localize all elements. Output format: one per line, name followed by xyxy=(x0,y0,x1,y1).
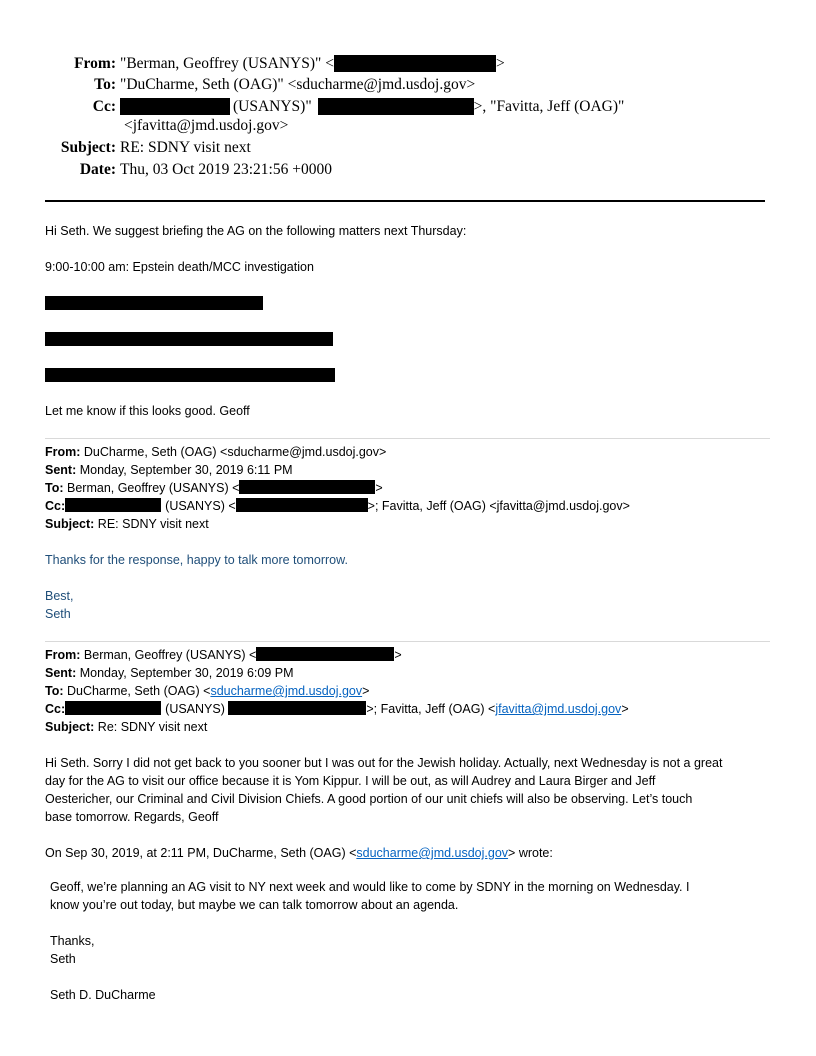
msg3-cc-row xyxy=(45,700,629,718)
msg4-sign-name: Seth xyxy=(50,952,76,966)
msg1-greeting: Hi Seth. We suggest briefing the AG on the following matters next Thursday: xyxy=(45,224,467,238)
msg2-cc-label: Cc: xyxy=(45,499,66,513)
redaction-box xyxy=(120,98,230,115)
header-to-value: "DuCharme, Seth (OAG)" <sducharme@jmd.usdoj.gov> xyxy=(120,76,476,93)
header-cc-row xyxy=(0,96,624,117)
msg3-to-close: > xyxy=(362,684,370,698)
redaction-box xyxy=(65,701,161,715)
msg3-to-label: To: xyxy=(45,684,64,698)
msg3-to-value: DuCharme, Seth (OAG) < xyxy=(67,684,211,698)
msg3-body-line: Oestericher, our Criminal and Civil Division Chiefs. A good portion of our unit chiefs will also be observing. Let’s touch xyxy=(45,792,693,806)
msg3-subject-label: Subject: xyxy=(45,720,95,734)
msg4-body-line: know you’re out today, but maybe we can talk tomorrow about an agenda. xyxy=(50,898,459,912)
redaction-box xyxy=(45,296,263,310)
quote-attribution-text: On Sep 30, 2019, at 2:11 PM, DuCharme, Seth (OAG) < xyxy=(45,846,357,860)
msg3-cc-label: Cc: xyxy=(45,702,66,716)
msg2-sent-value: Monday, September 30, 2019 6:11 PM xyxy=(79,463,293,477)
header-date-label: Date: xyxy=(79,161,116,178)
redaction-box xyxy=(256,647,394,661)
msg3-subject-row xyxy=(45,718,207,736)
msg2-from-label: From: xyxy=(45,445,81,459)
quote-attribution-end: > wrote: xyxy=(508,846,553,860)
redaction-box xyxy=(45,332,333,346)
msg2-from-value: DuCharme, Seth (OAG) <sducharme@jmd.usdoj.gov> xyxy=(83,445,387,459)
msg2-cc-row xyxy=(45,497,630,515)
redaction-box xyxy=(65,498,161,512)
msg2-sent-row xyxy=(45,461,293,479)
redaction-box xyxy=(318,98,474,115)
header-divider xyxy=(45,200,765,202)
msg3-body-line: day for the AG to visit our office because it is Yom Kippur. I will be out, as will Audrey and Laura Birger and Jeff xyxy=(45,774,656,788)
msg2-sign-best: Best, xyxy=(45,589,74,603)
msg2-subject-row xyxy=(45,515,209,533)
redaction-box xyxy=(228,701,366,715)
header-subject-label: Subject: xyxy=(60,139,116,156)
msg4-sign-thanks: Thanks, xyxy=(50,934,95,948)
header-cc-line2: <jfavitta@jmd.usdoj.gov> xyxy=(124,117,289,134)
msg3-cc-close: > xyxy=(621,702,629,716)
redaction-box xyxy=(334,55,496,72)
header-to-row xyxy=(0,74,475,95)
header-from-close: > xyxy=(495,55,505,72)
header-cc-label: Cc: xyxy=(92,98,116,115)
msg3-from-label: From: xyxy=(45,648,81,662)
msg3-sent-value: Monday, September 30, 2019 6:09 PM xyxy=(79,666,294,680)
msg3-cc-mid: (USANYS) xyxy=(165,702,225,716)
msg2-subject-label: Subject: xyxy=(45,517,95,531)
msg1-closing: Let me know if this looks good. Geoff xyxy=(45,404,250,418)
msg2-to-label: To: xyxy=(45,481,64,495)
header-from-value: "Berman, Geoffrey (USANYS)" < xyxy=(120,55,334,72)
msg3-from-row xyxy=(45,646,402,664)
header-cc-mid: (USANYS)" xyxy=(233,98,312,115)
msg2-cc-post: >; Favitta, Jeff (OAG) <jfavitta@jmd.usdoj.gov> xyxy=(367,499,630,513)
header-date-value: Thu, 03 Oct 2019 23:21:56 +0000 xyxy=(120,161,332,178)
msg2-from-row xyxy=(45,443,386,461)
msg3-sent-row xyxy=(45,664,294,682)
email-link[interactable]: sducharme@jmd.usdoj.gov xyxy=(356,846,509,860)
msg3-from-close: > xyxy=(394,648,402,662)
msg3-body-line: base tomorrow. Regards, Geoff xyxy=(45,810,219,824)
msg3-from-value: Berman, Geoffrey (USANYS) < xyxy=(83,648,257,662)
msg3-subject-value: Re: SDNY visit next xyxy=(97,720,208,734)
msg1-agenda-item: 9:00-10:00 am: Epstein death/MCC investigation xyxy=(45,260,314,274)
msg3-cc-pre2: >; Favitta, Jeff (OAG) < xyxy=(366,702,496,716)
msg2-body: Thanks for the response, happy to talk more tomorrow. xyxy=(45,553,348,567)
message-separator xyxy=(45,438,770,439)
email-link[interactable]: jfavitta@jmd.usdoj.gov xyxy=(495,702,622,716)
msg2-sign-name: Seth xyxy=(45,607,71,621)
header-subject-row xyxy=(0,137,251,158)
msg4-body-line: Geoff, we’re planning an AG visit to NY next week and would like to come by SDNY in the morning on Wednesday. I xyxy=(50,880,690,894)
msg2-to-value: Berman, Geoffrey (USANYS) < xyxy=(67,481,240,495)
msg2-subject-value: RE: SDNY visit next xyxy=(97,517,209,531)
header-subject-value: RE: SDNY visit next xyxy=(120,139,251,156)
msg3-body-line: Hi Seth. Sorry I did not get back to you sooner but I was out for the Jewish holiday. Actually, next Wednesday is not a great xyxy=(45,756,723,770)
msg3-to-row xyxy=(45,682,369,700)
redaction-box xyxy=(45,368,335,382)
header-from-row xyxy=(0,53,505,74)
msg2-to-row xyxy=(45,479,383,497)
header-date-row xyxy=(0,159,332,180)
msg2-cc-mid: (USANYS) < xyxy=(165,499,236,513)
quote-attribution xyxy=(45,844,553,862)
email-link[interactable]: sducharme@jmd.usdoj.gov xyxy=(210,684,363,698)
msg2-to-close: > xyxy=(375,481,383,495)
header-from-label: From: xyxy=(74,55,116,72)
msg4-signature: Seth D. DuCharme xyxy=(50,988,156,1002)
redaction-box xyxy=(236,498,368,512)
message-separator xyxy=(45,641,770,642)
msg3-sent-label: Sent: xyxy=(45,666,77,680)
header-to-label: To: xyxy=(94,76,116,93)
redaction-box xyxy=(239,480,375,494)
header-cc-post: >, "Favitta, Jeff (OAG)" xyxy=(473,98,625,115)
msg2-sent-label: Sent: xyxy=(45,463,77,477)
